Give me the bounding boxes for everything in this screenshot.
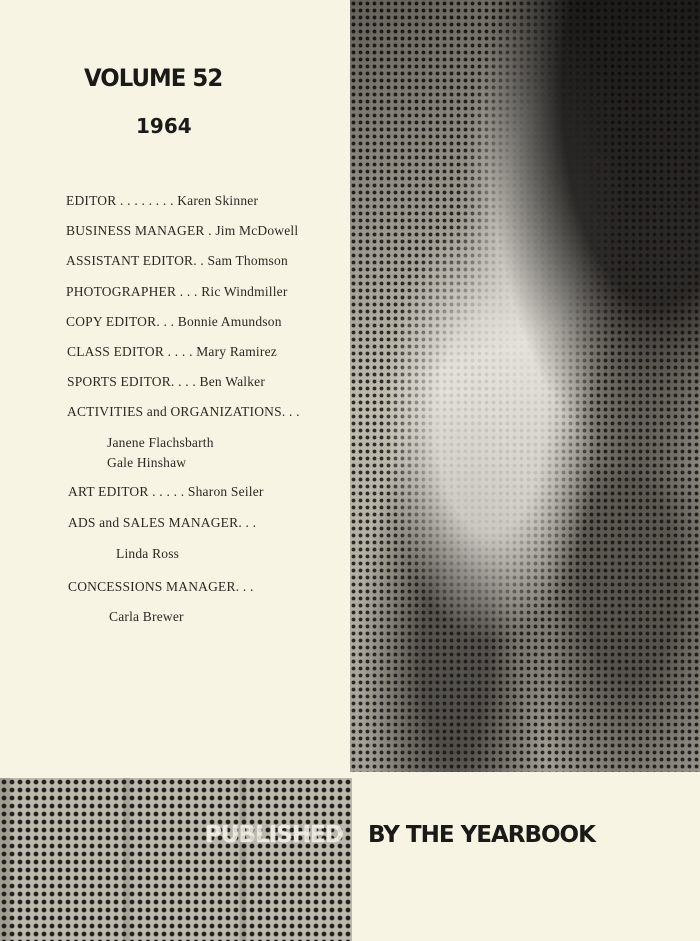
staff-line-activities-name-2: Gale Hinshaw xyxy=(107,455,187,470)
staff-line-ads-heading: ADS and SALES MANAGER. . . xyxy=(68,515,257,530)
staff-line-activities-name-1: Janene Flachsbarth xyxy=(107,435,214,450)
staff-line-ads-name: Linda Ross xyxy=(116,546,180,561)
staff-line-photographer: PHOTOGRAPHER . . . Ric Windmiller xyxy=(66,284,288,299)
staff-line-editor: EDITOR . . . . . . . . Karen Skinner xyxy=(66,193,259,208)
staff-line-concessions-heading: CONCESSIONS MANAGER. . . xyxy=(68,579,254,594)
staff-line-assistant-editor: ASSISTANT EDITOR. . Sam Thomson xyxy=(66,253,288,268)
photo-shading xyxy=(350,0,700,772)
staff-line-class-editor: CLASS EDITOR . . . . Mary Ramirez xyxy=(67,344,277,359)
staff-line-sports-editor: SPORTS EDITOR. . . . Ben Walker xyxy=(67,374,266,389)
volume-heading: VOLUME 52 xyxy=(84,64,223,92)
by-yearbook-label: BY THE YEARBOOK xyxy=(368,822,595,848)
halftone-band xyxy=(0,778,352,941)
staff-line-business-manager: BUSINESS MANAGER . Jim McDowell xyxy=(66,223,299,238)
staff-line-concessions-name: Carla Brewer xyxy=(109,609,184,624)
published-label: PUBLISHED xyxy=(205,822,343,848)
staff-line-activities-heading: ACTIVITIES and ORGANIZATIONS. . . xyxy=(67,404,300,419)
year-heading: 1964 xyxy=(136,114,192,138)
staff-line-art-editor: ART EDITOR . . . . . Sharon Seiler xyxy=(68,484,264,499)
staff-line-copy-editor: COPY EDITOR. . . Bonnie Amundson xyxy=(66,314,282,329)
